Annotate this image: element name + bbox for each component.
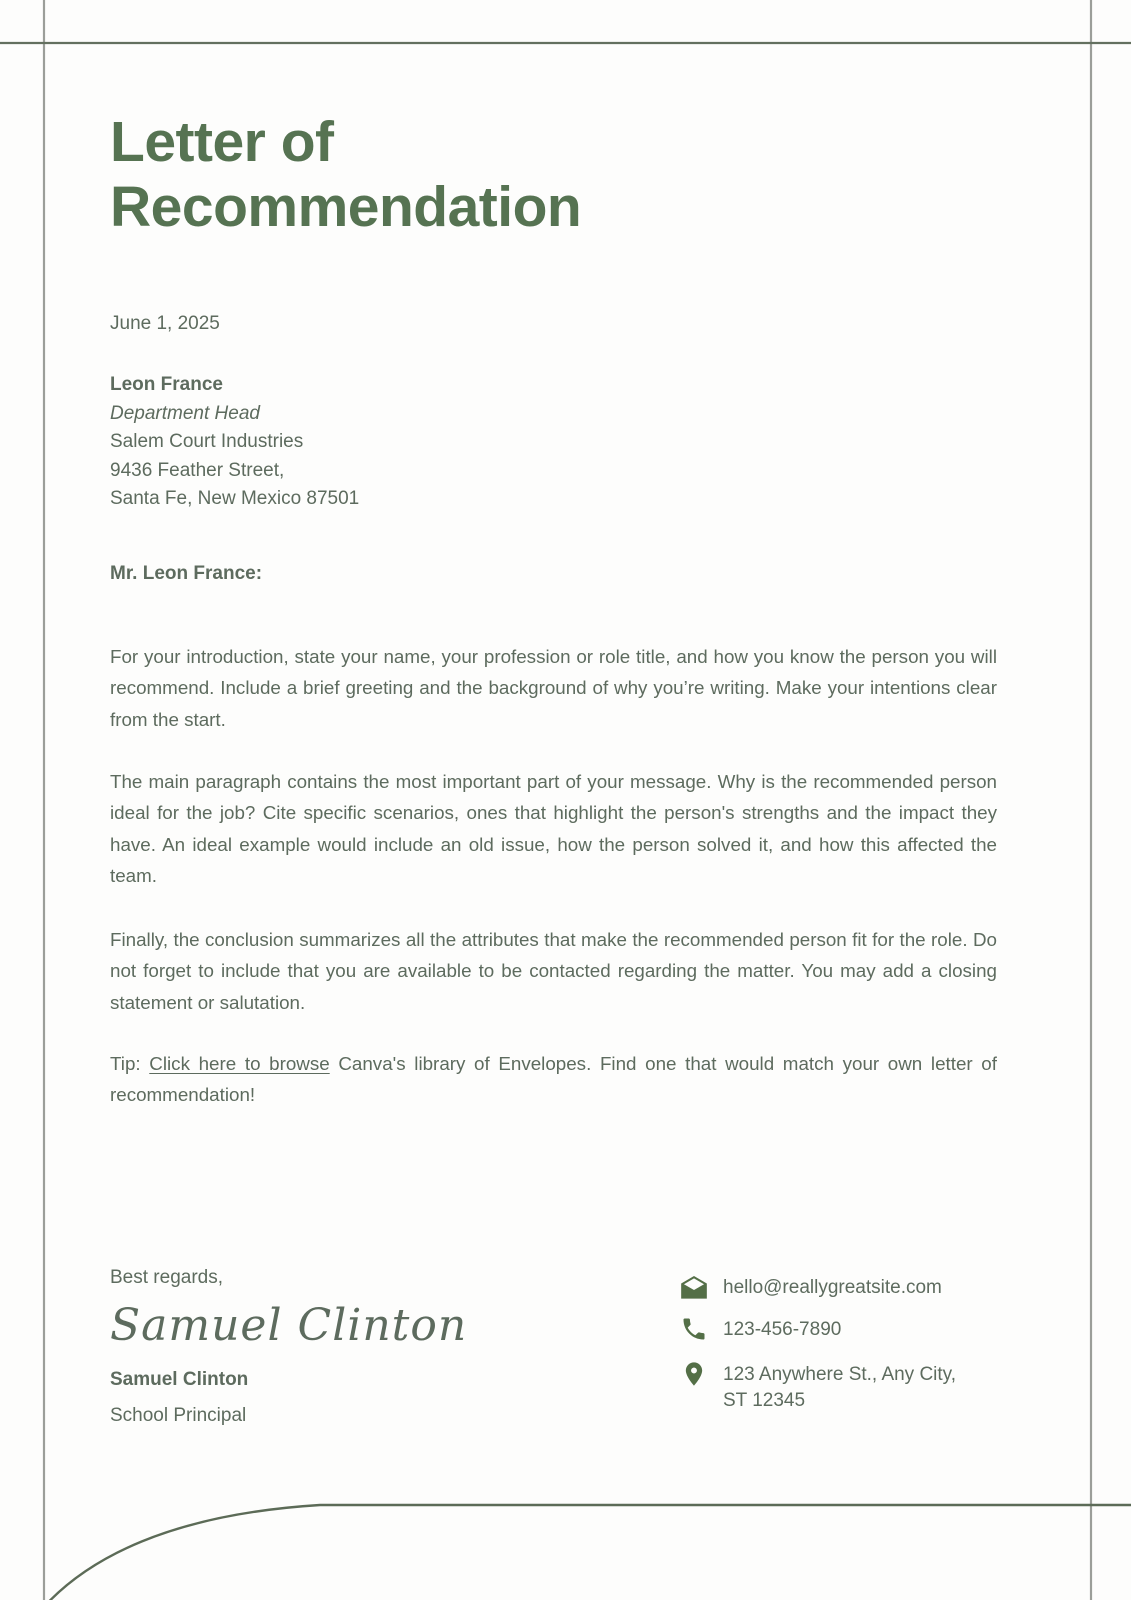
recipient-street: 9436 Feather Street, xyxy=(110,459,285,481)
contact-email: hello@reallygreatsite.com xyxy=(723,1277,942,1298)
recipient-block xyxy=(110,371,359,514)
contact-address-line1: 123 Anywhere St., Any City, xyxy=(723,1364,957,1385)
recipient-city: Santa Fe, New Mexico 87501 xyxy=(110,488,360,509)
contact-address-line2: ST 12345 xyxy=(723,1390,806,1411)
salutation: Mr. Leon France: xyxy=(110,563,263,584)
location-pin-icon xyxy=(680,1360,708,1388)
tip-paragraph xyxy=(110,1048,997,1111)
recipient-name: Leon France xyxy=(110,374,223,395)
recipient-company: Salem Court Industries xyxy=(110,431,304,452)
page-title xyxy=(110,110,581,240)
tip-prefix: Tip: xyxy=(110,1052,150,1074)
contact-row-address xyxy=(680,1360,956,1414)
phone-icon xyxy=(680,1315,708,1343)
letter-content xyxy=(110,0,997,1600)
letter-date: June 1, 2025 xyxy=(110,313,220,334)
contact-row-phone xyxy=(680,1315,841,1343)
body-paragraph-intro: For your introduction, state your name, your profession or role title, and how you know the person you will recommend. Include a brief greeting and the background of why you’re writing. Make your intentions clear from the start. xyxy=(110,645,997,730)
contact-address xyxy=(723,1360,956,1414)
body-paragraph-conclusion: Finally, the conclusion summarizes all the attributes that make the recommended person fit for the role. Do not forget to include that you are available to be contacted regarding the matter. You may add a closing statement or salutation. xyxy=(110,928,997,1013)
envelope-icon xyxy=(680,1273,708,1301)
recipient-title: Department Head xyxy=(110,402,260,424)
signer-role: School Principal xyxy=(110,1405,247,1426)
body-paragraph-main: The main paragraph contains the most important part of your message. Why is the recommended person ideal for the job? Cite specific scenarios, ones that highlight the person's strengths and the impact they have. An ideal example would include an old issue, how the person solved it, and how this affected the team. xyxy=(110,770,997,887)
signature-handwriting: Samuel Clinton xyxy=(110,1300,468,1351)
page-title-line2: Recommendation xyxy=(110,175,582,239)
browse-envelopes-link[interactable]: Click here to browse xyxy=(149,1052,330,1074)
page-title-line1: Letter of xyxy=(110,110,334,174)
tip-suffix: Canva's library of Envelopes. Find one that would match your own letter of recommendation! xyxy=(110,1052,997,1106)
contact-phone: 123-456-7890 xyxy=(723,1319,842,1340)
closing-regards: Best regards, xyxy=(110,1267,223,1288)
contact-row-email xyxy=(680,1273,942,1301)
signer-name: Samuel Clinton xyxy=(110,1369,249,1390)
